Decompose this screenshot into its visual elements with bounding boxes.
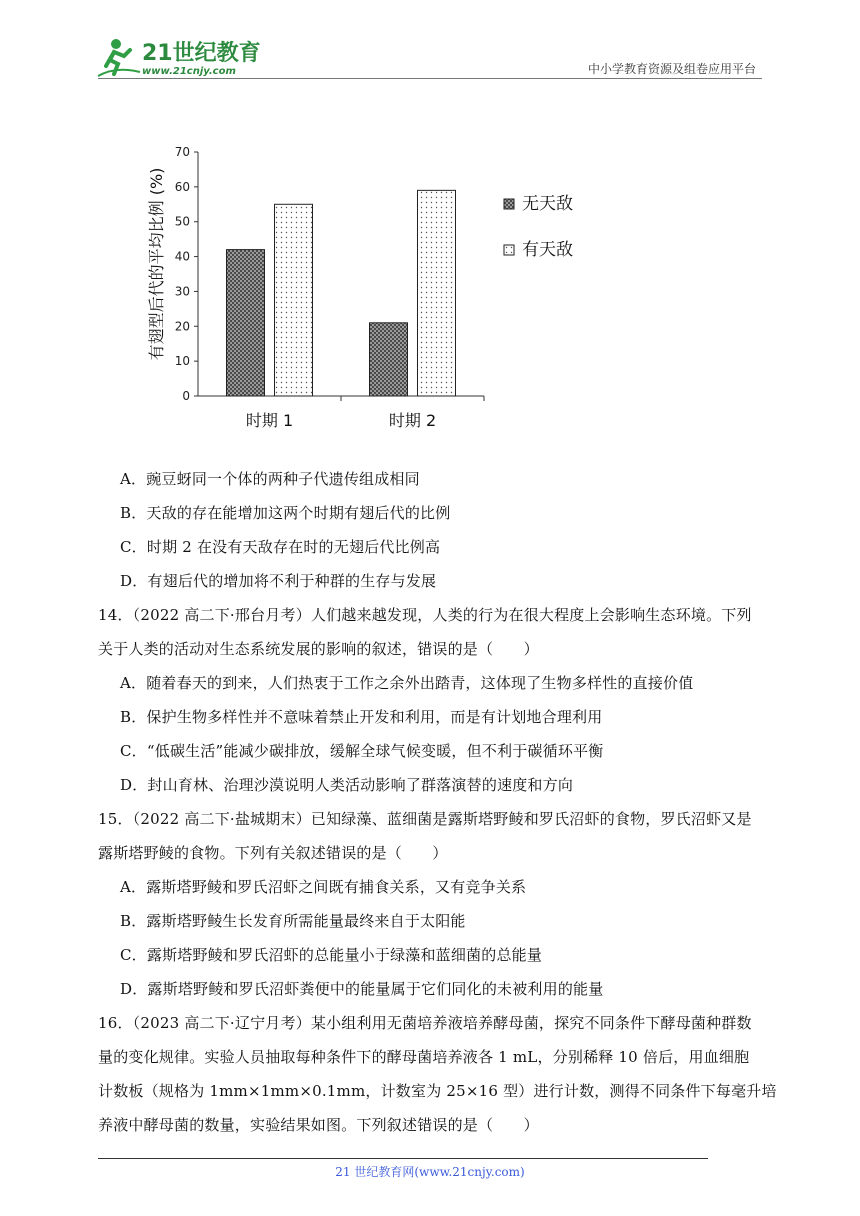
q16-stem-line-4: 养液中酵母菌的数量，实验结果如图。下列叙述错误的是（ ）	[98, 1116, 539, 1134]
chart-legend	[504, 194, 573, 260]
q16-stem-line-2: 量的变化规律。实验人员抽取每种条件下的酵母菌培养液各 1 mL，分别稀释 10 倍后，用血细胞	[98, 1048, 750, 1066]
y-tick-label: 0	[182, 389, 190, 403]
y-tick-label: 60	[174, 179, 190, 194]
runner-icon	[98, 39, 140, 76]
q13-option-b: B．天敌的存在能增加这两个时期有翅后代的比例	[120, 504, 451, 522]
header-divider	[98, 78, 762, 79]
bar-no-enemy-1	[227, 250, 265, 396]
q13-option-a: A．豌豆蚜同一个体的两种子代遗传组成相同	[120, 470, 420, 488]
q13-options	[98, 462, 764, 598]
q14-option-c: C．“低碳生活”能减少碳排放，缓解全球气候变暖，但不利于碳循环平衡	[120, 742, 604, 760]
q15-stem-line-2: 露斯塔野鲮的食物。下列有关叙述错误的是（ ）	[98, 844, 448, 862]
y-tick-label: 50	[174, 214, 190, 229]
q14-option-d: D．封山育林、治理沙漠说明人类活动影响了群落演替的速度和方向	[120, 776, 574, 794]
x-tick-label: 时期 2	[388, 411, 437, 430]
q16-stem-line-1: 16．（2023 高二下·辽宁月考）某小组利用无菌培养液培养酵母菌，探究不同条件下酵母菌种群数	[98, 1014, 752, 1032]
question-14	[98, 598, 764, 802]
y-tick-label: 10	[174, 354, 190, 369]
question-15	[98, 802, 764, 1006]
q15-option-c: C．露斯塔野鲮和罗氏沼虾的总能量小于绿藻和蓝细菌的总能量	[120, 946, 543, 964]
y-tick-label: 20	[174, 319, 190, 334]
footer-text: 21 世纪教育网(www.21cnjy.com)	[335, 1165, 525, 1179]
y-axis-label: 有翅型后代的平均比例 (%)	[147, 167, 166, 361]
q15-option-a: A．露斯塔野鲮和罗氏沼虾之间既有捕食关系，又有竞争关系	[120, 878, 527, 896]
q15-option-b: B．露斯塔野鲮生长发育所需能量最终来自于太阳能	[120, 912, 466, 930]
q15-option-d: D．露斯塔野鲮和罗氏沼虾粪便中的能量属于它们同化的未被利用的能量	[120, 980, 604, 998]
q14-stem-line-1: 14．（2022 高二下·邢台月考）人们越来越发现，人类的行为在很大程度上会影响生态环境。下列	[98, 606, 752, 624]
legend-label: 无天敌	[522, 194, 573, 214]
q15-stem-line-1: 15．（2022 高二下·盐城期末）已知绿藻、蓝细菌是露斯塔野鲮和罗氏沼虾的食物，罗氏沼虾又是	[98, 810, 752, 828]
footer-divider	[98, 1158, 708, 1159]
bar-with-enemy-1	[275, 204, 313, 396]
bar-with-enemy-2	[418, 190, 456, 396]
y-tick-label: 70	[174, 145, 190, 159]
y-tick-label: 30	[174, 284, 190, 299]
q13-option-c: C．时期 2 在没有天敌存在时的无翅后代比例高	[120, 538, 441, 556]
question-content	[98, 462, 777, 1142]
legend-swatch	[504, 199, 514, 209]
q14-stem-line-2: 关于人类的活动对生态系统发展的影响的叙述，错误的是（ ）	[98, 640, 539, 658]
question-16	[98, 1006, 777, 1142]
legend-swatch	[504, 245, 514, 255]
chart-bars	[227, 190, 456, 396]
y-tick-label: 40	[174, 249, 190, 264]
header-platform-text: 中小学教育资源及组卷应用平台	[587, 62, 756, 76]
legend-label: 有天敌	[522, 240, 573, 260]
x-tick-label: 时期 1	[245, 411, 294, 430]
q14-option-b: B．保护生物多样性并不意味着禁止开发和利用，而是有计划地合理利用	[120, 708, 603, 726]
logo-url: www.21cnjy.com	[142, 66, 236, 77]
q13-option-d: D．有翅后代的增加将不利于种群的生存与发展	[120, 572, 437, 590]
logo-text: 21世纪教育	[142, 41, 261, 66]
q16-stem-line-3: 计数板（规格为 1mm×1mm×0.1mm，计数室为 25×16 型）进行计数，测得不同条件下每毫升培	[98, 1082, 777, 1100]
bar-chart	[140, 136, 600, 436]
site-logo	[96, 36, 266, 80]
bar-no-enemy-2	[370, 323, 408, 396]
q14-option-a: A．随着春天的到来，人们热衷于工作之余外出踏青，这体现了生物多样性的直接价值	[120, 674, 694, 692]
